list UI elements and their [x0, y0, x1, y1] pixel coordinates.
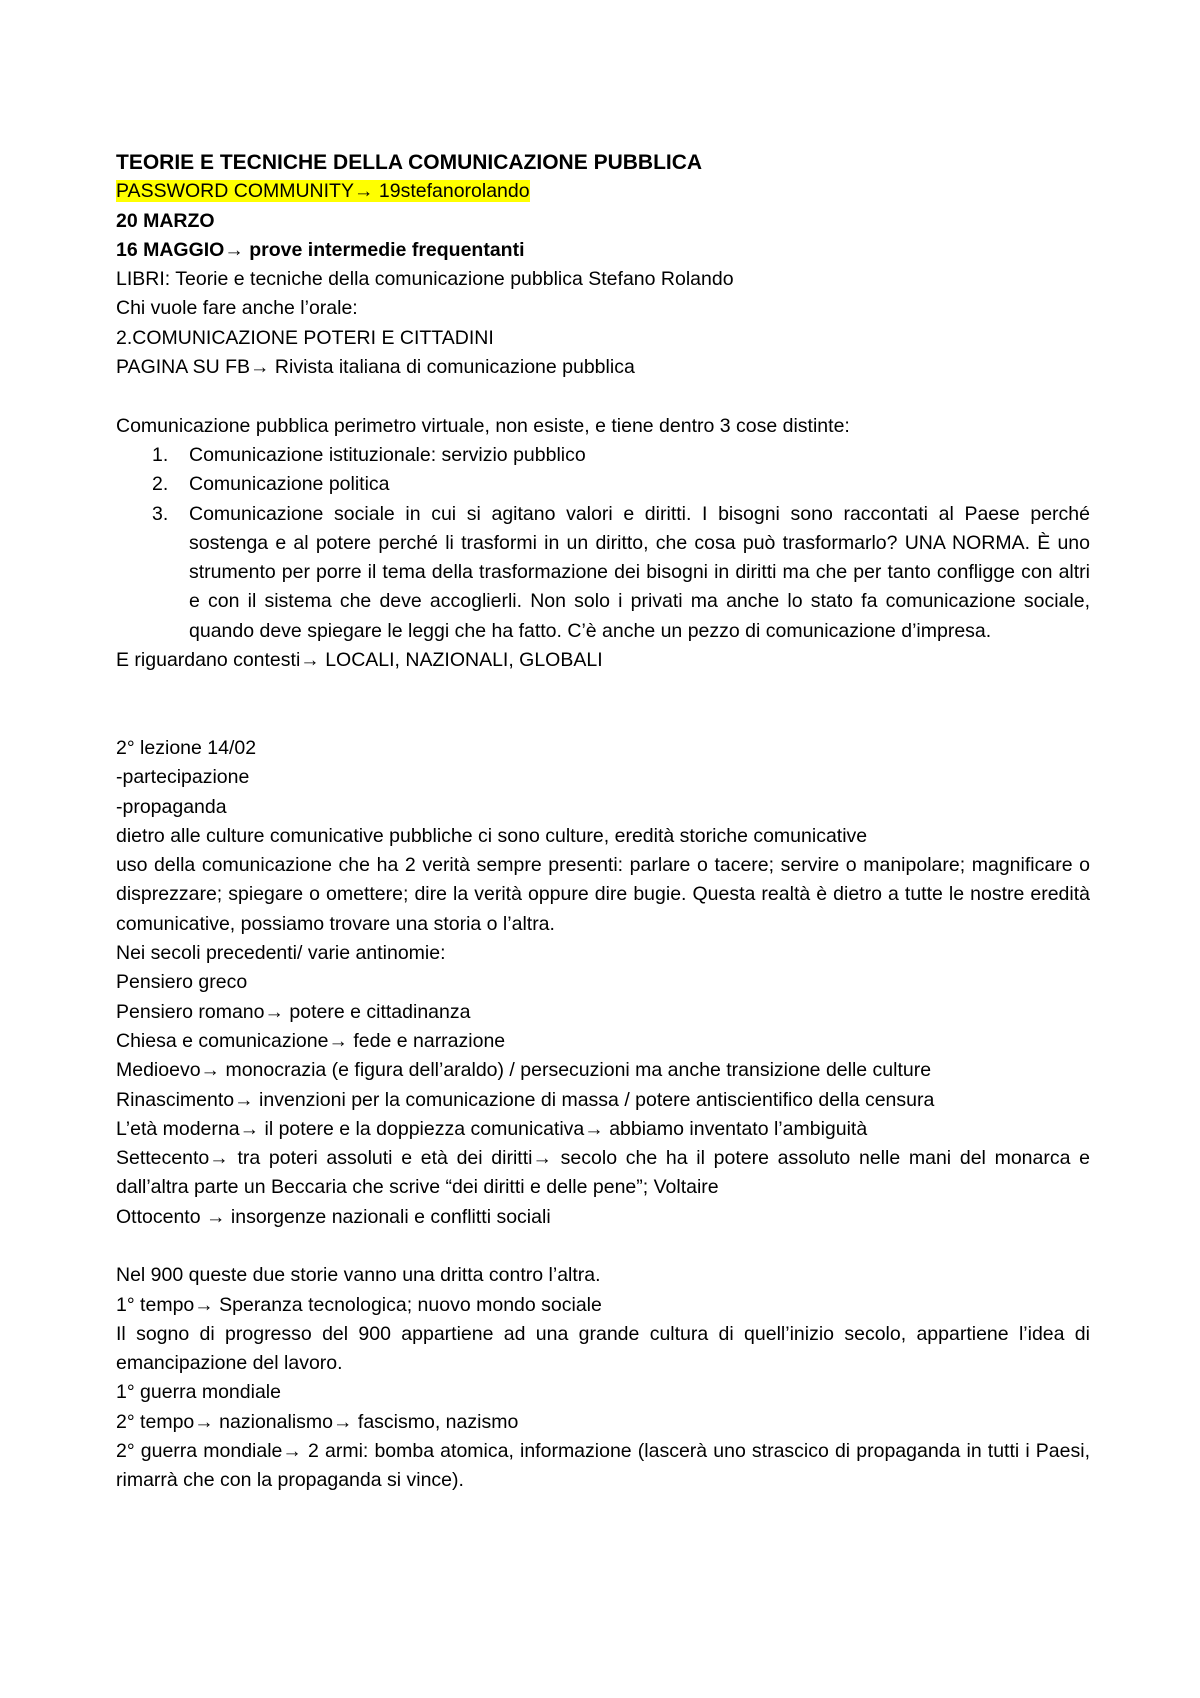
contexts-line: E riguardano contesti→ LOCALI, NAZIONALI, GLOBALI — [116, 649, 603, 672]
password-highlight: PASSWORD COMMUNITY→ 19stefanorolando — [116, 180, 530, 203]
password-line — [116, 177, 1090, 206]
section-line: 2° tempo→ nazionalismo→ fascismo, nazismo — [116, 1410, 519, 1433]
list-number: 3. — [152, 502, 169, 525]
lesson-line: L’età moderna→ il potere e la doppiezza comunicativa→ abbiamo inventato l’ambiguità — [116, 1117, 868, 1140]
info-line: LIBRI: Teorie e tecniche della comunicazione pubblica Stefano Rolando — [116, 268, 734, 291]
lesson-paragraph: uso della comunicazione che ha 2 verità sempre presenti: parlare o tacere; servire o manipolare; magnificare o disprezzare; spiegare o omettere; dire la verità oppure dire bugie. Questa realtà è dietro a tutte le nostre eredità comunicative, possiamo trovare una storia o l’altra. — [116, 854, 1090, 935]
lesson-item: -propaganda — [116, 795, 227, 818]
section-line: 1° guerra mondiale — [116, 1381, 281, 1404]
section-line: 1° tempo→ Speranza tecnologica; nuovo mondo sociale — [116, 1293, 602, 1316]
lesson-line: Chiesa e comunicazione→ fede e narrazione — [116, 1029, 506, 1052]
lesson-line: Pensiero greco — [116, 971, 248, 994]
list-item — [116, 441, 1090, 470]
lesson-line: Ottocento → insorgenze nazionali e conflitti sociali — [116, 1205, 551, 1228]
list-text: Comunicazione sociale in cui si agitano valori e diritti. I bisogni sono raccontati al Paese perché sostenga e al potere perché li trasformi in un diritto, che cosa può trasformarlo? UNA NORMA. È uno strumento per porre il tema della trasformazione dei bisogni in diritti ma che per tanto confligge con altri e con il sistema che deve accoglierli. Non solo i privati ma anche lo stato fa comunicazione sociale, quando deve spiegare le leggi che ha fatto. C’è anche un pezzo di comunicazione d’impresa. — [189, 502, 1090, 642]
section-paragraph: Il sogno di progresso del 900 appartiene ad una grande cultura di quell’inizio secolo, appartiene l’idea di emancipazione del lavoro. — [116, 1322, 1090, 1375]
document-title: TEORIE E TECNICHE DELLA COMUNICAZIONE PUBBLICA — [116, 151, 703, 174]
lesson-line: Rinascimento→ invenzioni per la comunicazione di massa / potere antiscientifico della censura — [116, 1088, 935, 1111]
section-line: Nel 900 queste due storie vanno una dritta contro l’altra. — [116, 1264, 601, 1287]
list-number: 1. — [152, 443, 169, 466]
lesson-line: Medioevo→ monocrazia (e figura dell’araldo) / persecuzioni ma anche transizione delle culture — [116, 1059, 932, 1082]
lesson-line: Nei secoli precedenti/ varie antinomie: — [116, 942, 446, 965]
list-item — [116, 500, 1090, 646]
info-line: PAGINA SU FB→ Rivista italiana di comunicazione pubblica — [116, 356, 635, 379]
lesson-line: Pensiero romano→ potere e cittadinanza — [116, 1000, 471, 1023]
section-paragraph: 2° guerra mondiale→ 2 armi: bomba atomica, informazione (lascerà uno strascico di propaganda in tutti i Paesi, rimarrà che con la propaganda si vince). — [116, 1440, 1090, 1492]
info-line: 2.COMUNICAZIONE POTERI E CITTADINI — [116, 326, 494, 349]
list-text: Comunicazione politica — [189, 473, 390, 496]
numbered-list — [116, 441, 1090, 646]
spacer — [116, 1232, 1090, 1261]
intro-line: Comunicazione pubblica perimetro virtuale, non esiste, e tiene dentro 3 cose distinte: — [116, 414, 850, 437]
lesson-item: -partecipazione — [116, 766, 250, 789]
date-line-2: 16 MAGGIO→ prove intermedie frequentanti — [116, 238, 525, 261]
lesson-paragraph: Settecento→ tra poteri assoluti e età dei diritti→ secolo che ha il potere assoluto nelle mani del monarca e dall’altra parte un Beccaria che scrive “dei diritti e delle pene”; Voltaire — [116, 1147, 1090, 1199]
list-text: Comunicazione istituzionale: servizio pubblico — [189, 443, 586, 466]
spacer — [116, 382, 1090, 411]
date-line-1: 20 MARZO — [116, 209, 215, 232]
list-number: 2. — [152, 473, 169, 496]
info-line: Chi vuole fare anche l’orale: — [116, 297, 358, 320]
lesson-line: dietro alle culture comunicative pubbliche ci sono culture, eredità storiche comunicative — [116, 824, 868, 847]
spacer — [116, 675, 1090, 734]
list-item — [116, 470, 1090, 499]
lesson-heading: 2° lezione 14/02 — [116, 736, 257, 759]
